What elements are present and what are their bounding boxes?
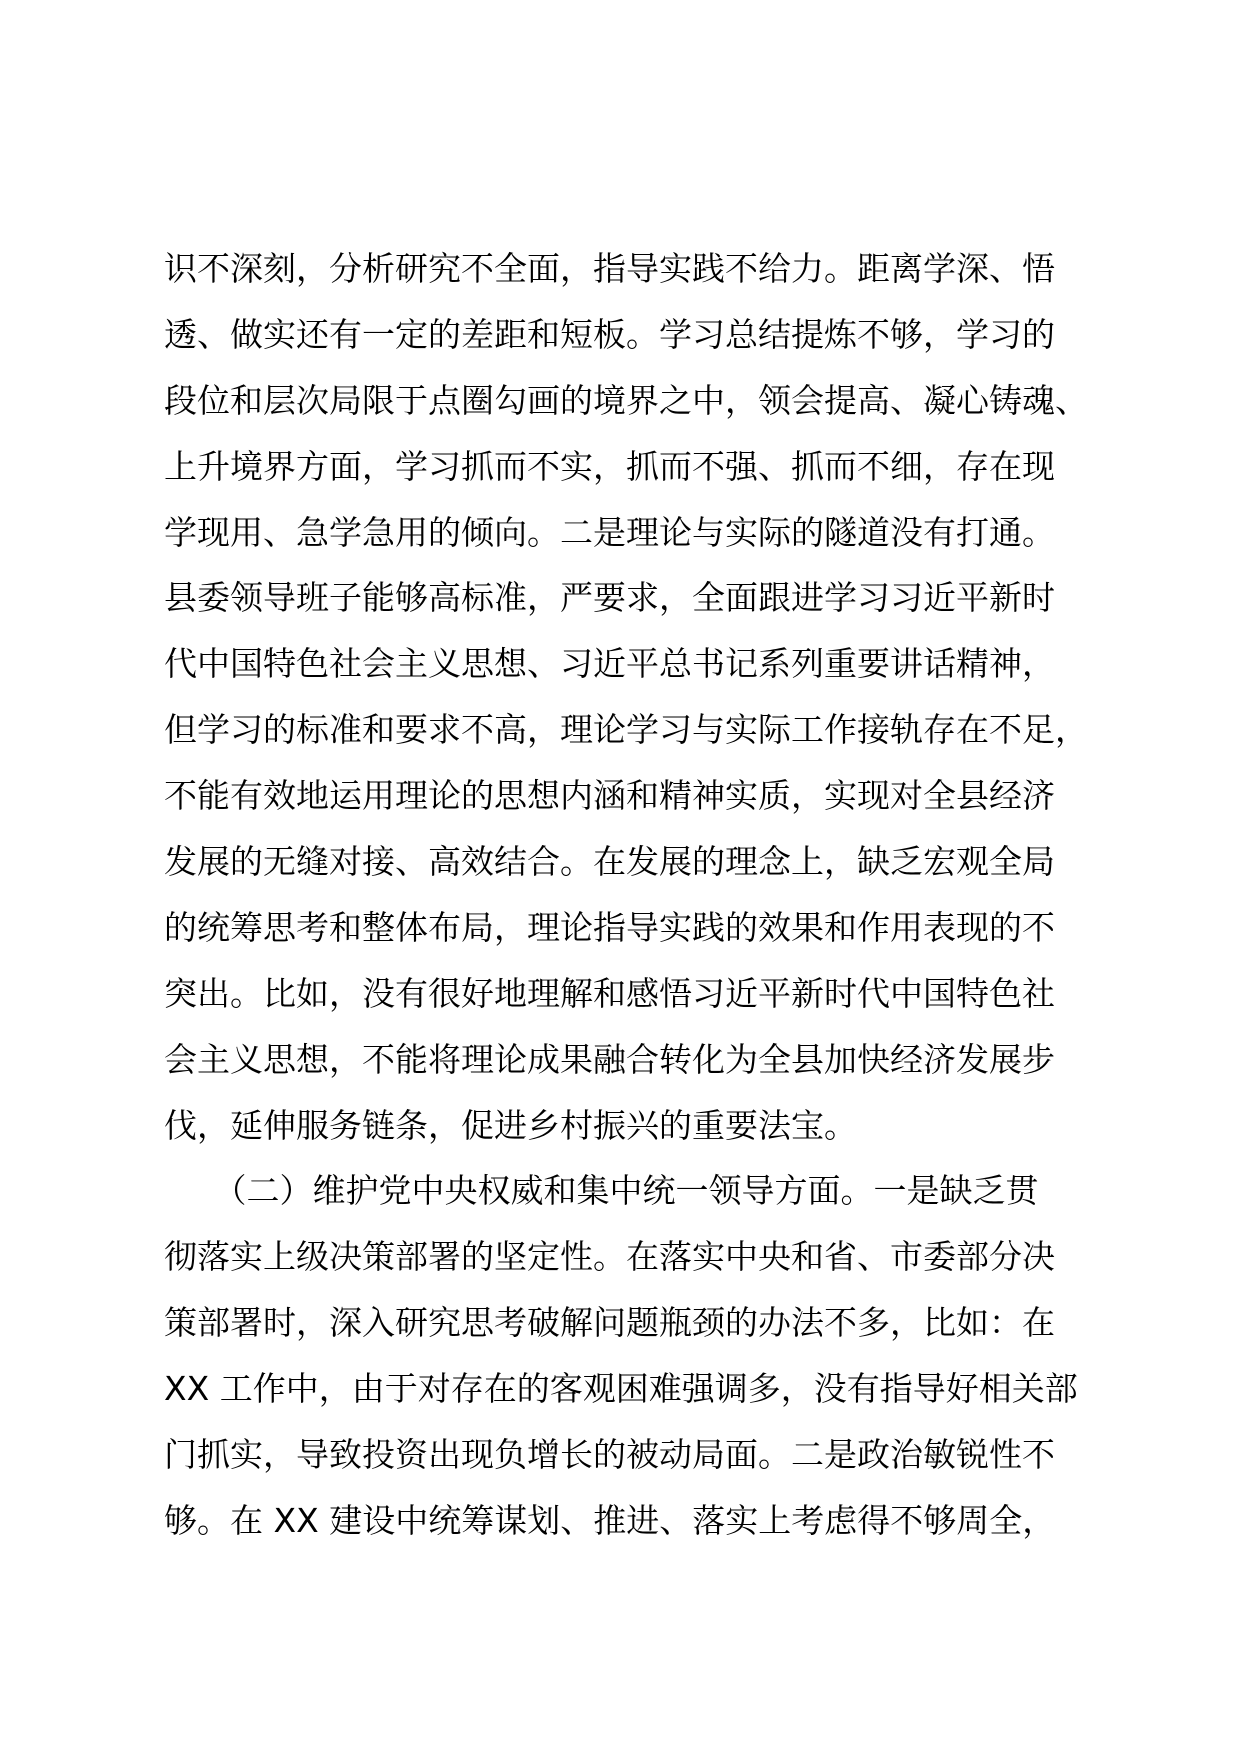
text-line: 不能有效地运用理论的思想内涵和精神实质，实现对全县经济 (164, 776, 1055, 816)
text-line: 上升境界方面，学习抓而不实，抓而不强、抓而不细，存在现 (164, 446, 1055, 486)
text-line: 段位和层次局限于点圈勾画的境界之中，领会提高、凝心铸魂、 (164, 380, 1088, 420)
text-line: 发展的无缝对接、高效结合。在发展的理念上，缺乏宏观全局 (164, 842, 1055, 882)
text-line: 门抓实，导致投资出现负增长的被动局面。二是政治敏锐性不 (164, 1435, 1055, 1475)
text-line: 识不深刻，分析研究不全面，指导实践不给力。距离学深、悟 (164, 249, 1055, 288)
text-line: 伐，延伸服务链条，促进乡村振兴的重要法宝。 (164, 1105, 857, 1145)
text-line: 够。在 XX 建设中统筹谋划、推进、落实上考虑得不够周全， (164, 1500, 1056, 1540)
text-line: 学现用、急学急用的倾向。二是理论与实际的隧道没有打通。 (164, 512, 1055, 552)
text-line: 但学习的标准和要求不高，理论学习与实际工作接轨存在不足， (164, 710, 1088, 750)
text-line: 彻落实上级决策部署的坚定性。在落实中央和省、市委部分决 (164, 1237, 1055, 1277)
text-line: 策部署时，深入研究思考破解问题瓶颈的办法不多，比如：在 (164, 1303, 1055, 1343)
body-text (164, 236, 1099, 1554)
text-line: 突出。比如，没有很好地理解和感悟习近平新时代中国特色社 (164, 973, 1055, 1013)
text-line: （二）维护党中央权威和集中统一领导方面。一是缺乏贯 (164, 1171, 1039, 1211)
text-line: 透、做实还有一定的差距和短板。学习总结提炼不够，学习的 (164, 314, 1055, 354)
text-line: 的统筹思考和整体布局，理论指导实践的效果和作用表现的不 (164, 907, 1055, 947)
text-line: 代中国特色社会主义思想、习近平总书记系列重要讲话精神， (164, 644, 1055, 684)
text-line: 会主义思想，不能将理论成果融合转化为全县加快经济发展步 (164, 1039, 1055, 1079)
text-line: XX 工作中，由于对存在的客观困难强调多，没有指导好相关部 (164, 1369, 1078, 1409)
text-line: 县委领导班子能够高标准，严要求，全面跟进学习习近平新时 (164, 578, 1055, 618)
